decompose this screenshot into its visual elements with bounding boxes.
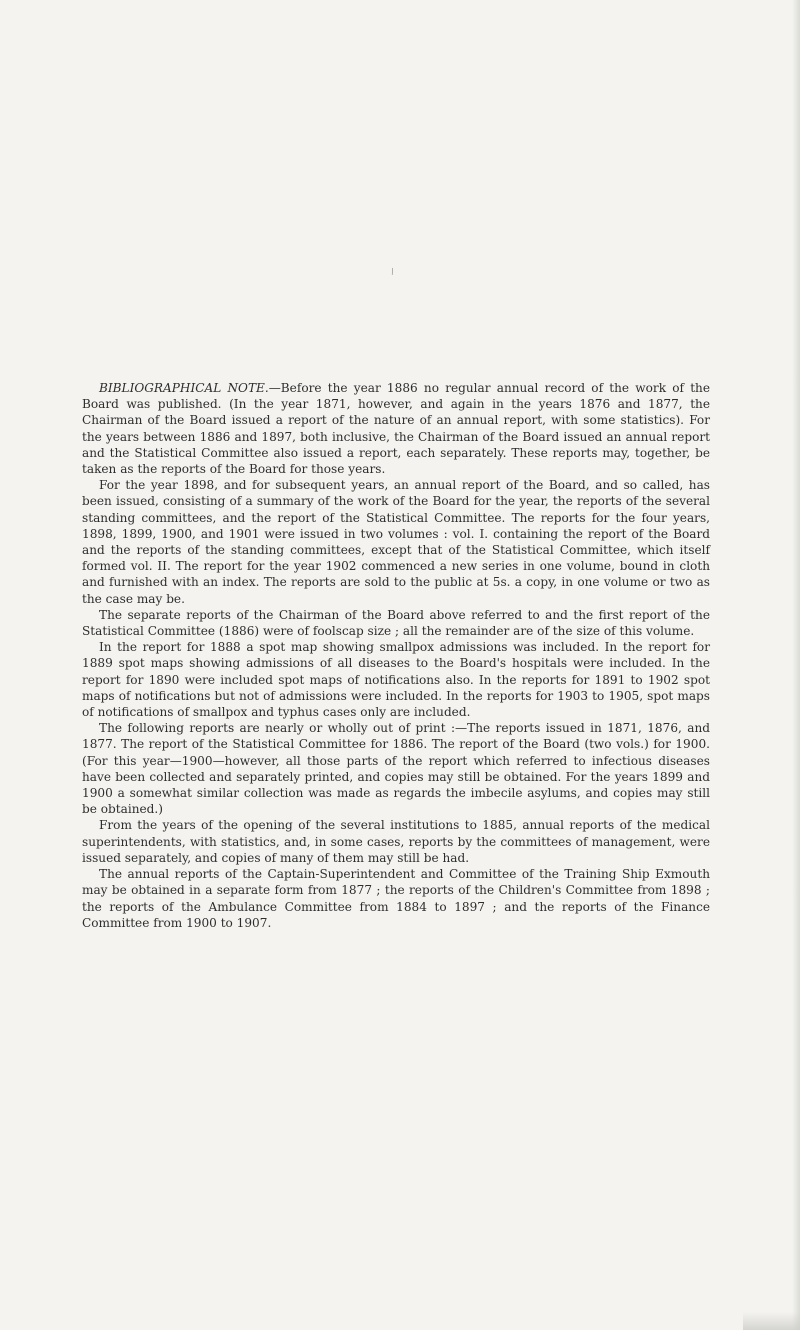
page-corner-shadow: [743, 1312, 800, 1330]
bibliographical-note: [82, 380, 710, 931]
paragraph-1-text: —Before the year 1886 no regular annual record of the work of the Board was published. (In the year 1871, however, and again in the years 1876 and 1877, the Chairman of the Board issued a report of the nature of an annual report, with some statistics). For the years between 1886 and 1897, both inclusive, the Chairman of the Board issued an annual report and the Statistical Committee also issued a report, each separately. These reports may, together, be taken as the reports of the Board for those years.: [82, 381, 710, 477]
paragraph-1: [82, 380, 710, 477]
note-heading: BIBLIOGRAPHICAL NOTE.: [99, 381, 269, 395]
paragraph-2: For the year 1898, and for subsequent years, an annual report of the Board, and so called, has been issued, consisting of a summary of the work of the Board for the year, the reports of the several standing committees, and the report of the Statistical Committee. The reports for the four years, 1898, 1899, 1900, and 1901 were issued in two volumes : vol. I. containing the report of the Board and the reports of the standing committees, except that of the Statistical Committee, which itself formed vol. II. The report for the year 1902 commenced a new series in one volume, bound in cloth and furnished with an index. The reports are sold to the public at 5s. a copy, in one volume or two as the case may be.: [82, 478, 710, 606]
paragraph-3: The separate reports of the Chairman of the Board above referred to and the first report of the Statistical Committee (1886) were of foolscap size ; all the remainder are of the size of this volume.: [82, 607, 710, 639]
paragraph-6: From the years of the opening of the several institutions to 1885, annual reports of the medical superintendents, with statistics, and, in some cases, reports by the committees of management, were issued separately, and copies of many of them may still be had.: [82, 818, 710, 865]
page-edge-shadow: [792, 0, 800, 1330]
paragraph-4: In the report for 1888 a spot map showing smallpox admissions was included. In the report for 1889 spot maps showing admissions of all diseases to the Board's hospitals were included. In the report for 1890 were included spot maps of notifications also. In the reports for 1891 to 1902 spot maps of notifications but not of admissions were included. In the reports for 1903 to 1905, spot maps of notifications of smallpox and typhus cases only are included.: [82, 640, 710, 720]
page-mark: \: [389, 266, 396, 277]
paragraph-5: The following reports are nearly or wholly out of print :—The reports issued in 1871, 1876, and 1877. The report of the Statistical Committee for 1886. The report of the Board (two vols.) for 1900. (For this year—1900—however, all those parts of the report which referred to infectious diseases have been collected and separately printed, and copies may still be obtained. For the years 1899 and 1900 a somewhat similar collection was made as regards the imbecile asylums, and copies may still be obtained.): [82, 721, 710, 817]
paragraph-7: The annual reports of the Captain-Superintendent and Committee of the Training Ship Exmouth may be obtained in a separate form from 1877 ; the reports of the Children's Committee from 1898 ; the reports of the Ambulance Committee from 1884 to 1897 ; and the reports of the Finance Committee from 1900 to 1907.: [82, 867, 710, 930]
